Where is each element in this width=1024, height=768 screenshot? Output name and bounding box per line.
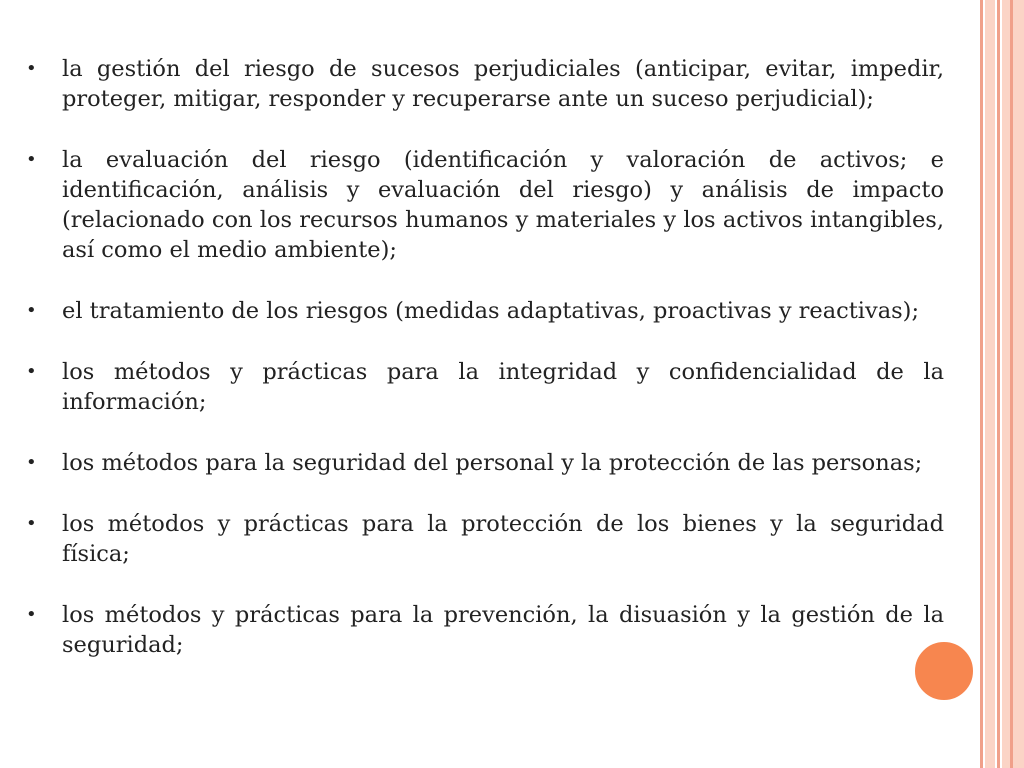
- list-item: [26, 448, 944, 478]
- bullet-icon: •: [26, 361, 37, 382]
- bullet-icon: •: [26, 513, 37, 534]
- decorative-stripes: [980, 0, 1024, 768]
- stripe: [980, 0, 983, 768]
- stripe: [1002, 0, 1024, 768]
- list-item: [26, 145, 944, 265]
- list-item: [26, 357, 944, 417]
- bullet-icon: •: [26, 604, 37, 625]
- stripe: [985, 0, 995, 768]
- stripe: [997, 0, 1000, 768]
- list-item: [26, 54, 944, 114]
- list-item: [26, 600, 944, 660]
- list-item-text: los métodos y prácticas para la integridad y confidencialidad de la información;: [62, 359, 944, 415]
- list-item-text: los métodos y prácticas para la protección de los bienes y la seguridad física;: [62, 511, 944, 567]
- bullet-icon: •: [26, 149, 37, 170]
- stripe: [1010, 0, 1013, 768]
- list-item-text: la gestión del riesgo de sucesos perjudiciales (anticipar, evitar, impedir, proteger, mitigar, responder y recuperarse ante un suceso perjudicial);: [62, 56, 944, 112]
- list-item-text: los métodos y prácticas para la prevención, la disuasión y la gestión de la seguridad;: [62, 602, 944, 658]
- list-item-text: la evaluación del riesgo (identificación y valoración de activos; e identificación, análisis y evaluación del riesgo) y análisis de impacto (relacionado con los recursos humanos y materiales y los activos intangibles, así como el medio ambiente);: [62, 147, 944, 263]
- list-item: [26, 296, 944, 326]
- bullet-icon: •: [26, 452, 37, 473]
- bullet-icon: •: [26, 300, 37, 321]
- slide-content: [26, 54, 944, 691]
- bullet-list: [26, 54, 944, 660]
- list-item: [26, 509, 944, 569]
- list-item-text: los métodos para la seguridad del personal y la protección de las personas;: [62, 450, 923, 476]
- bullet-icon: •: [26, 58, 37, 79]
- list-item-text: el tratamiento de los riesgos (medidas adaptativas, proactivas y reactivas);: [62, 298, 920, 324]
